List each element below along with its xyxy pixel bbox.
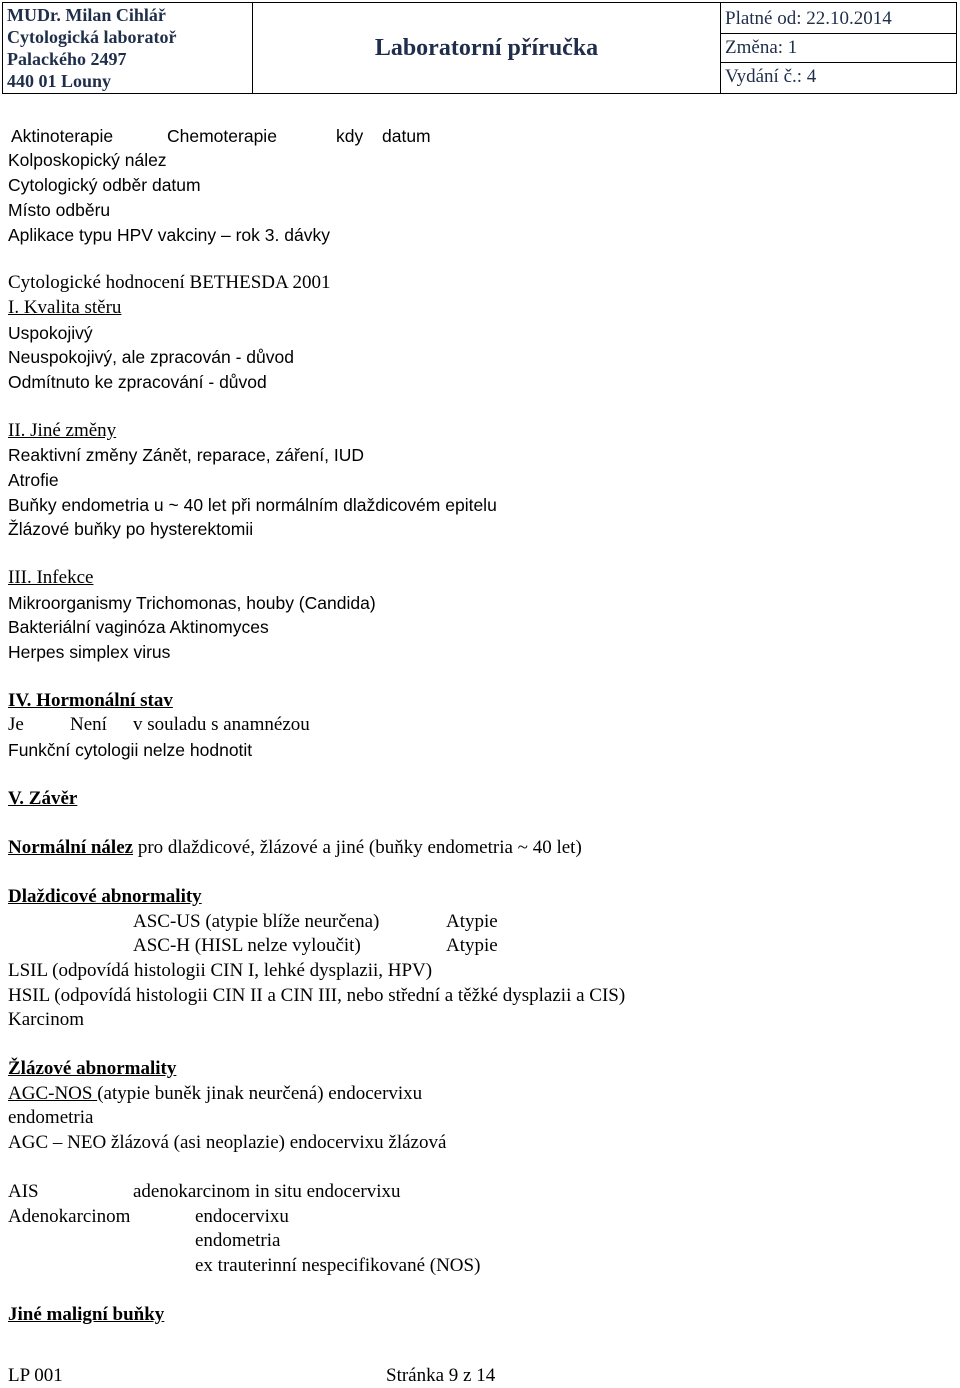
section-1-heading: I. Kvalita stěru — [8, 297, 122, 318]
agc-neo: AGC – NEO žlázová (asi neoplazie) endocervixu žlázová — [8, 1132, 447, 1153]
change-number: Změna: 1 — [721, 33, 956, 62]
agc-nos — [8, 1082, 422, 1106]
doctor-name: MUDr. Milan Cihlář — [7, 5, 166, 25]
karcinom: Karcinom — [8, 1009, 84, 1030]
agc-nos-code: AGC-NOS — [8, 1083, 98, 1104]
lab-name: Cytologická laboratoř — [7, 27, 177, 47]
issue-number: Vydání č.: 4 — [721, 62, 956, 91]
other-malignant-heading: Jiné maligní buňky — [8, 1304, 165, 1325]
city: 440 01 Louny — [7, 71, 112, 91]
list-item: Atrofie — [8, 470, 59, 490]
list-item: Odmítnuto ke zpracování - důvod — [8, 372, 267, 392]
list-item: Žlázové buňky po hysterektomii — [8, 519, 254, 539]
section-4-heading: IV. Hormonální stav — [8, 690, 173, 711]
footer-code: LP 001 — [8, 1365, 63, 1386]
document-version — [721, 3, 957, 94]
list-item: Reaktivní změny Zánět, reparace, záření, IUD — [8, 445, 364, 465]
therapy-date: datum — [382, 126, 431, 146]
list-item: Buňky endometria u ~ 40 let při normálním dlaždicovém epitelu — [8, 495, 497, 515]
lsil: LSIL (odpovídá histologii CIN I, lehké dysplazii, HPV) — [8, 960, 433, 981]
hsil: HSIL (odpovídá histologii CIN II a CIN III, nebo střední a těžké dysplazii a CIS) — [8, 985, 626, 1006]
therapy-chemo: Chemoterapie — [167, 126, 277, 146]
section-5-heading: V. Závěr — [8, 788, 78, 809]
colposcopy: Kolposkopický nález — [8, 150, 167, 170]
atypie-2: Atypie — [446, 935, 498, 956]
valid-from: Platné od: 22.10.2014 — [725, 8, 892, 29]
hormonal-je: Je — [8, 714, 24, 735]
adeno-endocervix: endocervixu — [195, 1206, 289, 1227]
atypie-1: Atypie — [446, 911, 498, 932]
page-number: Stránka 9 z 14 — [386, 1365, 496, 1386]
list-item: Neuspokojivý, ale zpracován - důvod — [8, 347, 294, 367]
list-item: Mikroorganismy Trichomonas, houby (Candida) — [8, 593, 376, 613]
hormonal-neni: Není — [70, 714, 107, 735]
sampling-date: Cytologický odběr datum — [8, 175, 201, 195]
list-item: Uspokojivý — [8, 323, 93, 343]
agc-nos-endometria: endometria — [8, 1107, 94, 1128]
list-item: Bakteriální vaginóza Aktinomyces — [8, 617, 269, 637]
ais-desc: adenokarcinom in situ endocervixu — [133, 1181, 401, 1202]
glandular-heading: Žlázové abnormality — [8, 1058, 177, 1079]
street: Palackého 2497 — [7, 49, 127, 69]
adeno-endometria: endometria — [195, 1230, 281, 1251]
section-2-heading: II. Jiné změny — [8, 420, 117, 441]
normal-finding — [8, 836, 582, 860]
document-title: Laboratorní příručka — [253, 3, 721, 94]
section-3-heading: III. Infekce — [8, 567, 94, 588]
lab-address — [3, 3, 253, 94]
asch: ASC-H (HISL nelze vyloučit) — [133, 935, 361, 956]
hpv-vaccine: Aplikace typu HPV vakciny – rok 3. dávky — [8, 225, 330, 245]
bethesda-title: Cytologické hodnocení BETHESDA 2001 — [8, 272, 331, 293]
list-item: Herpes simplex virus — [8, 642, 171, 662]
document-header — [2, 2, 957, 94]
adeno-nos: ex trauterinní nespecifikované (NOS) — [195, 1255, 481, 1276]
hormonal-souladu: v souladu s anamnézou — [133, 714, 310, 735]
ais: AIS — [8, 1181, 39, 1202]
therapy-actino: Aktinoterapie — [11, 126, 114, 146]
ascus: ASC-US (atypie blíže neurčena) — [133, 911, 380, 932]
agc-nos-desc: (atypie buněk jinak neurčená) endocervixu — [97, 1083, 423, 1104]
therapy-when: kdy — [336, 126, 364, 146]
sampling-site: Místo odběru — [8, 200, 111, 220]
normal-rest: pro dlaždicové, žlázové a jiné (buňky endometria ~ 40 let) — [133, 837, 582, 858]
squamous-heading: Dlaždicové abnormality — [8, 886, 202, 907]
hormonal-nelze: Funkční cytologii nelze hodnotit — [8, 740, 253, 760]
normal-label: Normální nález — [8, 837, 134, 858]
adenokarcinom: Adenokarcinom — [8, 1206, 131, 1227]
